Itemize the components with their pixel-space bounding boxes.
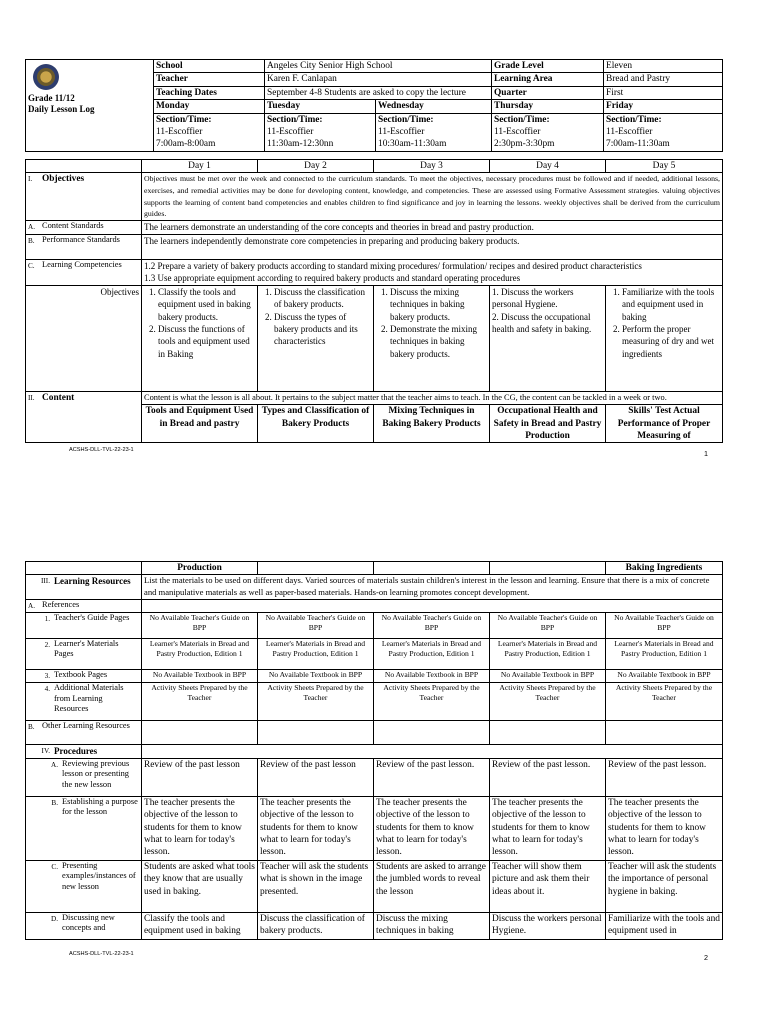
learners-materials-cell: Learner's Materials in Bread and Pastry Production, Edition 1 (490, 639, 606, 670)
time-value: 10:30am-11:30am (376, 138, 492, 151)
section-number: IV. (41, 747, 50, 756)
purpose-cell: The teacher presents the objective of the lesson to students for them to know what to learn for today's lesson. (490, 796, 606, 860)
day5-objectives (606, 285, 723, 391)
teaching-dates-value: September 4-8 Students are asked to copy the lecture (265, 86, 492, 99)
continued-topic: Production (142, 562, 258, 575)
section-value: 11-Escoffier (265, 126, 376, 138)
objective-item: 2. Discuss the functions of tools and equipment used in Baking (158, 323, 255, 360)
time-value: 11:30am-12:30nn (265, 138, 376, 151)
time-value: 7:00am-11:30am (604, 138, 723, 151)
section-time-label: Section/Time: (492, 113, 604, 126)
page-number: 1 (704, 449, 708, 458)
textbook-cell: No Available Textbook in BPP (374, 670, 490, 683)
learners-materials-cell: Learner's Materials in Bread and Pastry Production, Edition 1 (374, 639, 490, 670)
objective-item: 1. Familiarize with the tools and equipment used in baking (622, 286, 720, 323)
grade-level-value: Eleven (604, 60, 723, 73)
purpose-cell: The teacher presents the objective of the lesson to students for them to know what to learn for today's lesson. (374, 796, 490, 860)
section-number: B. (28, 236, 35, 245)
day-name-monday: Monday (154, 100, 265, 113)
other-resources-cell (258, 721, 374, 745)
discussing-label (26, 912, 142, 939)
teaching-dates-label: Teaching Dates (154, 86, 265, 99)
content-standards-label (26, 221, 142, 234)
continued-topic (258, 562, 374, 575)
content-topic: Mixing Techniques in Baking Bakery Products (374, 405, 490, 443)
purpose-label (26, 796, 142, 860)
item-title: Presenting examples/instances of new lesson (62, 860, 136, 891)
day1-objectives (142, 285, 258, 391)
section-time-label: Section/Time: (604, 113, 723, 126)
section-title: Learning Resources (54, 576, 131, 587)
presenting-cell: Students are asked what tools they know that are usually used in baking. (142, 860, 258, 912)
section-value: 11-Escoffier (154, 126, 265, 138)
school-label: School (154, 60, 265, 73)
content-topic: Skills' Test Actual Performance of Proper Measuring of (606, 405, 723, 443)
day-objectives-label: Objectives (26, 285, 142, 391)
teachers-guide-cell: No Available Teacher's Guide on BPP (606, 613, 723, 639)
content-standards-text: The learners demonstrate an understanding of the core concepts and theories in bread and pastry production. (142, 221, 723, 234)
other-resources-cell (142, 721, 258, 745)
item-number: B. (51, 798, 58, 807)
section-title: Objectives (42, 174, 85, 185)
additional-materials-cell: Activity Sheets Prepared by the Teacher (142, 683, 258, 721)
review-cell: Review of the past lesson. (490, 758, 606, 796)
item-number: 4. (44, 685, 50, 694)
learning-competencies-label (26, 259, 142, 285)
other-resources-cell (606, 721, 723, 745)
item-title: Textbook Pages (54, 670, 108, 679)
school-seal-icon (33, 64, 59, 90)
purpose-cell: The teacher presents the objective of the lesson to students for them to know what to learn for today's lesson. (258, 796, 374, 860)
header-logo-cell (26, 60, 154, 152)
day-header: Day 2 (258, 160, 374, 173)
section-title: Content (42, 392, 75, 403)
continued-topic (490, 562, 606, 575)
other-resources-cell (374, 721, 490, 745)
item-number: D. (51, 914, 58, 923)
day-name-thursday: Thursday (492, 100, 604, 113)
quarter-label: Quarter (492, 86, 604, 99)
item-title: Establishing a purpose for the lesson (62, 796, 138, 817)
discussing-cell: Discuss the workers personal Hygiene. (490, 912, 606, 939)
purpose-cell: The teacher presents the objective of the lesson to students for them to know what to learn for today's lesson. (142, 796, 258, 860)
objective-item: 2. Demonstrate the mixing techniques in baking bakery products. (390, 323, 487, 360)
objectives-description: Objectives must be met over the week and connected to the curriculum standards. To meet the objectives, necessary procedures must be followed and if needed, additional lessons, exercises, and remedial activities may be done for developing content, knowledge, and competencies. These are assessed using Formative Assessment strategies. valuing objectives supports the learning of content band competencies and enables children to find significance and joy in learning the lessons. weekly objectives shall be derived from the curriculum guides. (142, 173, 723, 221)
section-value: 11-Escoffier (604, 126, 723, 138)
discussing-cell: Discuss the classification of bakery products. (258, 912, 374, 939)
dll-header-table (25, 59, 723, 152)
presenting-cell: Students are asked to arrange the jumbled words to reveal the lesson (374, 860, 490, 912)
section-number: I. (28, 175, 33, 184)
additional-materials-cell: Activity Sheets Prepared by the Teacher (490, 683, 606, 721)
blank-corner (26, 160, 142, 173)
day-header: Day 5 (606, 160, 723, 173)
presenting-cell: Teacher will show them picture and ask them their ideas about it. (490, 860, 606, 912)
learners-materials-cell: Learner's Materials in Bread and Pastry Production, Edition 1 (142, 639, 258, 670)
day-name-friday: Friday (604, 100, 723, 113)
section-number: A. (28, 223, 35, 232)
day-name-wednesday: Wednesday (376, 100, 492, 113)
day4-objectives: 1. Discuss the workers personal Hygiene. 2. Discuss the occupational health and safety in baking. (490, 285, 606, 391)
objective-item: 1. Discuss the mixing techniques in baking bakery products. (390, 286, 487, 323)
objectives-section-label (26, 173, 142, 221)
grade-label: Grade 11/12 (28, 93, 75, 103)
teachers-guide-cell: No Available Teacher's Guide on BPP (258, 613, 374, 639)
purpose-cell: The teacher presents the objective of the lesson to students for them to know what to learn for today's lesson. (606, 796, 723, 860)
content-topic: Types and Classification of Bakery Products (258, 405, 374, 443)
page-number: 2 (704, 953, 708, 962)
section-title: Learning Competencies (42, 259, 122, 269)
teacher-value: Karen F. Canlapan (265, 73, 492, 86)
textbook-cell: No Available Textbook in BPP (258, 670, 374, 683)
review-cell: Review of the past lesson. (374, 758, 490, 796)
teachers-guide-cell: No Available Teacher's Guide on BPP (374, 613, 490, 639)
content-topic: Tools and Equipment Used in Bread and pastry (142, 405, 258, 443)
teachers-guide-cell: No Available Teacher's Guide on BPP (142, 613, 258, 639)
content-section-label (26, 391, 142, 443)
presenting-cell: Teacher will ask the students the importance of personal hygiene in baking. (606, 860, 723, 912)
objective-item: 1. Classify the tools and equipment used in baking bakery products. (158, 286, 255, 323)
section-title: Content Standards (42, 221, 104, 231)
section-number: II. (28, 393, 35, 402)
continued-topic: Baking Ingredients (606, 562, 723, 575)
section-title: Performance Standards (42, 234, 120, 244)
review-cell: Review of the past lesson (142, 758, 258, 796)
performance-standards-label (26, 234, 142, 259)
page-footer-code: ACSHS-DLL-TVL-22-23-1 (69, 447, 134, 453)
discussing-cell: Classify the tools and equipment used in baking (142, 912, 258, 939)
item-title: Teacher's Guide Pages (54, 613, 130, 622)
other-resources-label (26, 721, 142, 745)
review-label (26, 758, 142, 796)
item-title: Additional Materials from Learning Resources (54, 683, 124, 714)
presenting-cell: Teacher will ask the students what is shown in the image presented. (258, 860, 374, 912)
day2-objectives (258, 285, 374, 391)
section-title: References (42, 599, 80, 609)
page-footer-code: ACSHS-DLL-TVL-22-23-1 (69, 951, 134, 957)
grade-level-label: Grade Level (492, 60, 604, 73)
time-value: 7:00am-8:00am (154, 138, 265, 151)
procedures-blank (142, 745, 723, 758)
section-time-label: Section/Time: (154, 113, 265, 126)
objective-item: 2. Discuss the types of bakery products and its characteristics (274, 311, 371, 348)
dll-body-table-page2 (25, 561, 723, 940)
learning-competencies-text (142, 259, 723, 285)
day-header: Day 1 (142, 160, 258, 173)
learning-area-label: Learning Area (492, 73, 604, 86)
item-number: C. (51, 862, 58, 871)
learning-resources-text: List the materials to be used on different days. Varied sources of materials sustain children's interest in the lesson and learning. Ensure that there is a mix of concrete and manipulative materials as well as paper-based materials. Hands-on learning promotes concept development. (142, 575, 723, 599)
textbook-cell: No Available Textbook in BPP (142, 670, 258, 683)
textbook-cell: No Available Textbook in BPP (490, 670, 606, 683)
objective-item: 1. Discuss the classification of bakery products. (274, 286, 371, 311)
additional-materials-cell: Activity Sheets Prepared by the Teacher (374, 683, 490, 721)
teachers-guide-cell: No Available Teacher's Guide on BPP (490, 613, 606, 639)
review-cell: Review of the past lesson (258, 758, 374, 796)
dll-body-table-page1 (25, 159, 723, 443)
item-number: 2. (44, 641, 50, 649)
school-value: Angeles City Senior High School (265, 60, 492, 73)
item-number: 3. (44, 672, 50, 680)
content-description: Content is what the lesson is all about. It pertains to the subject matter that the teacher aims to teach. In the CG, the content can be tackled in a week or two. (142, 391, 723, 404)
content-topic: Occupational Health and Safety in Bread and Pastry Production (490, 405, 606, 443)
references-blank (142, 599, 723, 612)
competency-line: 1.3 Use appropriate equipment according to required bakery products and standard operating procedures (144, 273, 521, 284)
additional-materials-label (26, 683, 142, 721)
performance-standards-text: The learners independently demonstrate core competencies in preparing and producing bakery products. (142, 234, 723, 259)
continued-topic (374, 562, 490, 575)
section-time-label: Section/Time: (376, 113, 492, 126)
competency-line: 1.2 Prepare a variety of bakery products according to standard mixing procedures/ formulation/ recipes and desired product characteristics (144, 260, 642, 271)
log-label: Daily Lesson Log (28, 104, 95, 114)
learners-materials-label (26, 639, 142, 670)
textbook-cell: No Available Textbook in BPP (606, 670, 723, 683)
item-title: Discussing new concepts and (62, 912, 115, 933)
presenting-label (26, 860, 142, 912)
section-title: Other Learning Resources (42, 721, 130, 731)
section-value: 11-Escoffier (492, 126, 604, 138)
references-label (26, 599, 142, 612)
learners-materials-cell: Learner's Materials in Bread and Pastry Production, Edition 1 (258, 639, 374, 670)
section-number: III. (41, 577, 50, 586)
time-value: 2:30pm-3:30pm (492, 138, 604, 151)
section-number: C. (28, 261, 35, 270)
day3-objectives (374, 285, 490, 391)
section-number: A. (28, 601, 35, 610)
additional-materials-cell: Activity Sheets Prepared by the Teacher (258, 683, 374, 721)
section-value: 11-Escoffier (376, 126, 492, 138)
procedures-label (26, 745, 142, 758)
day-header: Day 3 (374, 160, 490, 173)
other-resources-cell (490, 721, 606, 745)
section-number: B. (28, 723, 35, 732)
discussing-cell: Familiarize with the tools and equipment used in (606, 912, 723, 939)
day-header: Day 4 (490, 160, 606, 173)
teacher-label: Teacher (154, 73, 265, 86)
quarter-value: First (604, 86, 723, 99)
teachers-guide-label (26, 613, 142, 639)
learning-resources-label (26, 575, 142, 599)
item-number: A. (51, 760, 58, 769)
blank-corner (26, 562, 142, 575)
section-time-label: Section/Time: (265, 113, 376, 126)
objective-item: 2. Perform the proper measuring of dry and wet ingredients (622, 323, 720, 360)
item-title: Learner's Materials Pages (54, 639, 119, 659)
review-cell: Review of the past lesson. (606, 758, 723, 796)
section-title: Procedures (54, 746, 98, 757)
item-title: Reviewing previous lesson or presenting the new lesson (62, 758, 130, 789)
textbook-label (26, 670, 142, 683)
additional-materials-cell: Activity Sheets Prepared by the Teacher (606, 683, 723, 721)
item-number: 1. (44, 615, 50, 623)
day-name-tuesday: Tuesday (265, 100, 376, 113)
learners-materials-cell: Learner's Materials in Bread and Pastry Production, Edition 1 (606, 639, 723, 670)
learning-area-value: Bread and Pastry (604, 73, 723, 86)
discussing-cell: Discuss the mixing techniques in baking (374, 912, 490, 939)
